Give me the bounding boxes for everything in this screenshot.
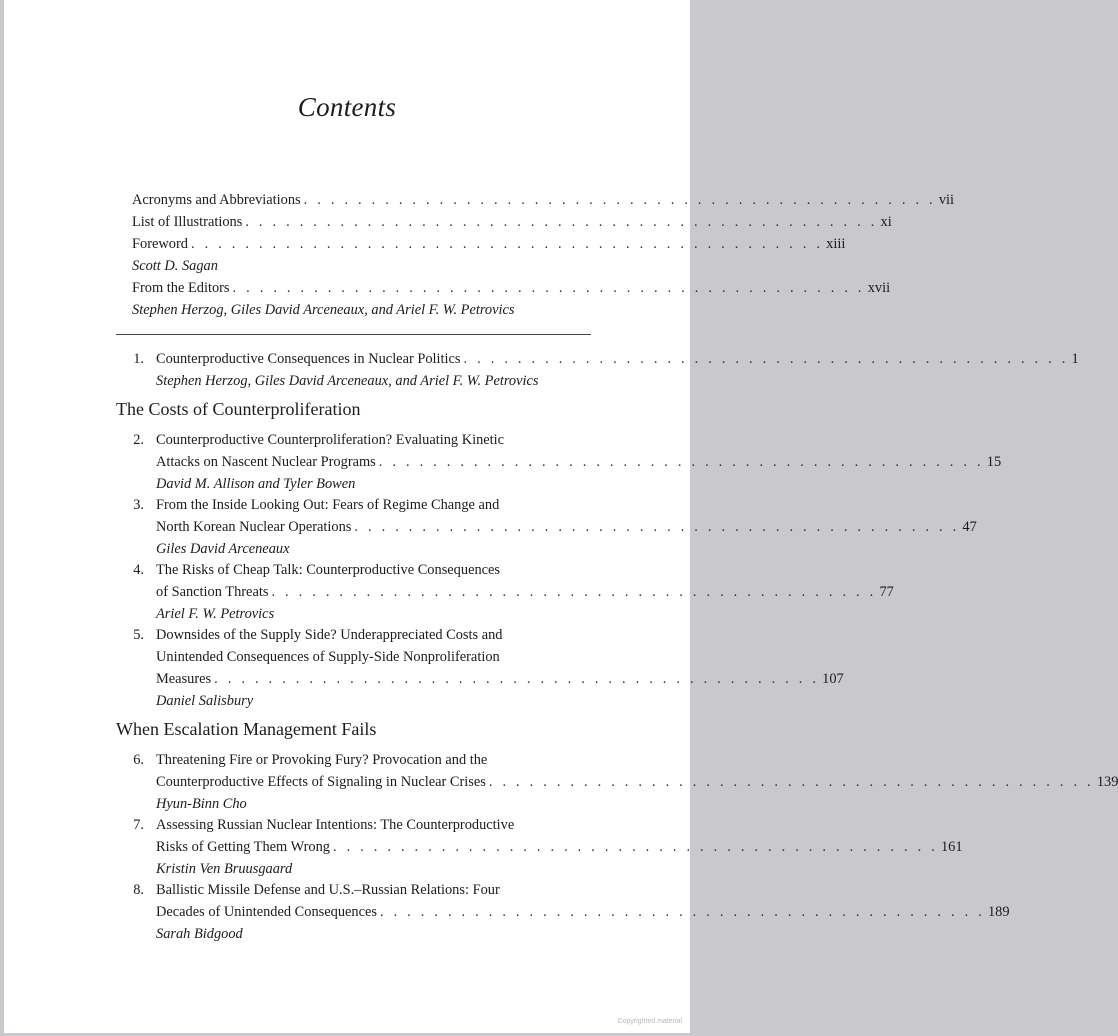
toc-author: Ariel F. W. Petrovics	[156, 606, 275, 622]
toc-author: Giles David Arceneaux	[156, 541, 290, 557]
toc-page-number: 15	[986, 454, 1002, 470]
toc-entry-chapter-4[interactable]	[156, 583, 894, 601]
chapter-title-line[interactable]: Unintended Consequences of Supply-Side Nonproliferation	[156, 649, 500, 665]
chapter-number: 5.	[133, 627, 144, 643]
toc-author: Sarah Bidgood	[156, 926, 243, 942]
toc-entry-illustrations[interactable]	[132, 213, 892, 231]
leader-dots: . . . . . . . . . . . . . . . . . . . . . . . . . . . . . . . . . . . . . . . . . . . . .	[332, 839, 938, 855]
chapter-title-line: North Korean Nuclear Operations	[156, 519, 352, 535]
chapter-number: 2.	[133, 432, 144, 448]
toc-author: Stephen Herzog, Giles David Arceneaux, and Ariel F. W. Petrovics	[132, 302, 515, 318]
chapter-title-line: of Sanction Threats	[156, 584, 269, 600]
toc-page-number: xvii	[867, 280, 891, 296]
toc-entry-label: Foreword	[132, 236, 188, 252]
toc-page-number: 161	[940, 839, 963, 855]
toc-entry-acronyms[interactable]	[132, 191, 955, 209]
toc-entry-foreword[interactable]	[132, 235, 846, 253]
leader-dots: . . . . . . . . . . . . . . . . . . . . . . . . . . . . . . . . . . . . . . . . . . . . .	[379, 904, 985, 920]
toc-entry-label: From the Editors	[132, 280, 230, 296]
toc-page-number: 107	[822, 671, 844, 687]
chapter-title-line: Counterproductive Effects of Signaling in Nuclear Crises	[156, 774, 486, 790]
leader-dots: . . . . . . . . . . . . . . . . . . . . . . . . . . . . . . . . . . . . . . . . . . . . .	[378, 454, 984, 470]
chapter-title-line[interactable]: From the Inside Looking Out: Fears of Regime Change and	[156, 497, 500, 513]
chapter-title-line[interactable]: Threatening Fire or Provoking Fury? Provocation and the	[156, 752, 488, 768]
leader-dots: . . . . . . . . . . . . . . . . . . . . . . . . . . . . . . . . . . . . . . . . . . . . .	[214, 671, 820, 687]
chapter-number: 3.	[133, 497, 144, 513]
leader-dots: . . . . . . . . . . . . . . . . . . . . . . . . . . . . . . . . . . . . . . . . . . . . .	[463, 351, 1069, 367]
leader-dots: . . . . . . . . . . . . . . . . . . . . . . . . . . . . . . . . . . . . . . . . . . . . . . .	[303, 192, 936, 208]
toc-page-number: 189	[987, 904, 1010, 920]
leader-dots: . . . . . . . . . . . . . . . . . . . . . . . . . . . . . . . . . . . . . . . . . . . . . . .	[245, 214, 878, 230]
toc-page-number: xiii	[826, 236, 846, 252]
toc-page-number: xi	[880, 214, 892, 230]
chapter-number: 6.	[133, 752, 144, 768]
toc-entry-label: Acronyms and Abbreviations	[132, 192, 301, 208]
toc-page-number: 77	[879, 584, 894, 600]
chapter-number: 7.	[133, 817, 144, 833]
page-title: Contents	[297, 92, 397, 122]
toc-entry-chapter-8[interactable]	[156, 903, 1010, 921]
chapter-title-line: Risks of Getting Them Wrong	[156, 839, 330, 855]
book-page	[4, 0, 1118, 1033]
leader-dots: . . . . . . . . . . . . . . . . . . . . . . . . . . . . . . . . . . . . . . . . . . . . .	[271, 584, 877, 600]
toc-entry-from-editors[interactable]	[132, 279, 891, 297]
toc-page-number: 1	[1071, 351, 1079, 367]
chapter-title-line[interactable]: The Risks of Cheap Talk: Counterproductive Consequences	[156, 562, 501, 578]
toc-author: David M. Allison and Tyler Bowen	[156, 476, 356, 492]
chapter-title-line[interactable]: Ballistic Missile Defense and U.S.–Russian Relations: Four	[156, 882, 500, 898]
chapter-title-line[interactable]: Counterproductive Counterproliferation? Evaluating Kinetic	[156, 432, 505, 448]
toc-entry-chapter-5[interactable]	[156, 670, 844, 688]
chapter-title-line[interactable]: Downsides of the Supply Side? Underappreciated Costs and	[156, 627, 503, 643]
toc-entry-chapter-6[interactable]	[156, 773, 1118, 791]
leader-dots: . . . . . . . . . . . . . . . . . . . . . . . . . . . . . . . . . . . . . . . . . . . . .	[354, 519, 960, 535]
toc-entry-chapter-7[interactable]	[156, 838, 963, 856]
chapter-title-line: Counterproductive Consequences in Nuclear Politics	[156, 351, 461, 367]
section-heading: The Costs of Counterproliferation	[116, 399, 361, 419]
toc-author: Stephen Herzog, Giles David Arceneaux, and Ariel F. W. Petrovics	[156, 373, 539, 389]
toc-author: Hyun-Binn Cho	[156, 796, 247, 812]
leader-dots: . . . . . . . . . . . . . . . . . . . . . . . . . . . . . . . . . . . . . . . . . . . . . . .	[232, 280, 865, 296]
chapter-title-line: Measures	[156, 671, 212, 687]
chapter-number: 8.	[133, 882, 144, 898]
toc-author: Kristin Ven Bruusgaard	[156, 861, 293, 877]
leader-dots: . . . . . . . . . . . . . . . . . . . . . . . . . . . . . . . . . . . . . . . . . . . . .	[488, 774, 1094, 790]
toc-author: Daniel Salisbury	[156, 693, 254, 709]
leader-dots: . . . . . . . . . . . . . . . . . . . . . . . . . . . . . . . . . . . . . . . . . . . . . . .	[190, 236, 824, 252]
chapter-title-line: Decades of Unintended Consequences	[156, 904, 377, 920]
toc-entry-chapter-1[interactable]	[156, 350, 1079, 368]
section-heading: When Escalation Management Fails	[116, 719, 377, 739]
toc-entry-chapter-3[interactable]	[156, 518, 977, 536]
copyright-watermark: Copyrighted material	[617, 1018, 682, 1025]
chapter-title-line: Attacks on Nascent Nuclear Programs	[156, 454, 376, 470]
toc-entry-chapter-2[interactable]	[156, 453, 1002, 471]
toc-entry-label: List of Illustrations	[132, 214, 243, 230]
chapter-number: 4.	[133, 562, 144, 578]
toc-page-number: vii	[938, 192, 955, 208]
chapter-title-line[interactable]: Assessing Russian Nuclear Intentions: The Counterproductive	[156, 817, 515, 833]
toc-author: Scott D. Sagan	[132, 258, 218, 274]
toc-page-number: 139	[1096, 774, 1118, 790]
toc-page-number: 47	[962, 519, 977, 535]
chapter-number: 1.	[133, 351, 144, 367]
divider	[116, 334, 591, 335]
